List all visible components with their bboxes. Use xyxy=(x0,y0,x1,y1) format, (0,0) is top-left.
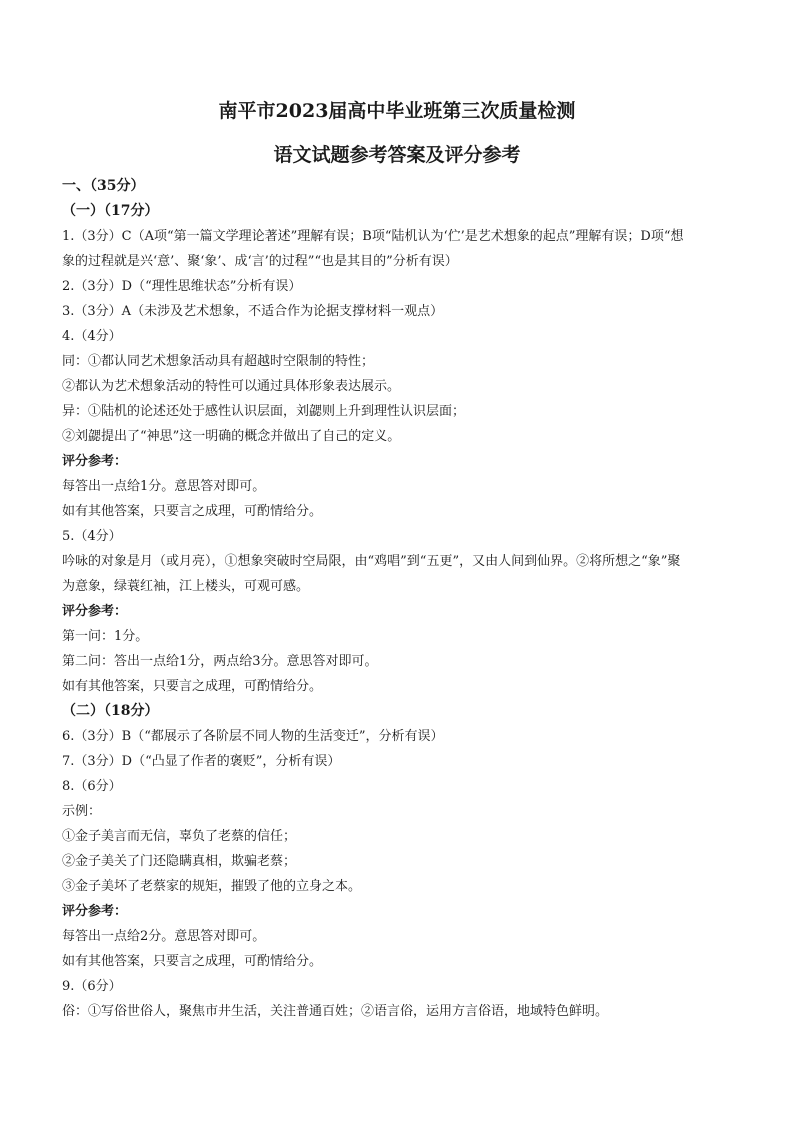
text-line: ①金子美言而无信，辜负了老蔡的信任； xyxy=(62,829,297,844)
text-line: ②金子美关了门还隐瞒真相，欺骗老蔡； xyxy=(62,854,297,869)
text-line: 8.（6分） xyxy=(62,779,122,794)
text-line: 2.（3分）D（“理性思维状态”分析有误） xyxy=(62,279,302,294)
text-line: 6.（3分）B（“都展示了各阶层不同人物的生活变迁”，分析有误） xyxy=(62,729,444,744)
scoring-heading: 评分参考： xyxy=(62,904,128,919)
scoring-heading: 评分参考： xyxy=(62,454,128,469)
section-heading: （一）（17分） xyxy=(62,203,159,219)
text-line: 1.（3分）C（A项“第一篇文学理论著述”理解有误；B项“陆机认为‘伫’是艺术想象的起点”理解有误；D项“想 xyxy=(62,229,684,244)
answer-body xyxy=(62,174,742,1024)
scoring-heading: 评分参考： xyxy=(62,604,128,619)
text-line: 象的过程就是兴‘意’、聚‘象’、成‘言’的过程”“也是其目的”分析有误） xyxy=(62,254,458,269)
text-line: 第一问：1分。 xyxy=(62,629,149,644)
text-line: 5.（4分） xyxy=(62,529,122,544)
text-line: 4.（4分） xyxy=(62,329,122,344)
text-line: 示例： xyxy=(62,804,102,819)
text-line: 同：①都认同艺术想象活动具有超越时空限制的特性； xyxy=(62,354,375,369)
section-heading: （二）（18分） xyxy=(62,703,159,719)
document-title: 南平市2023届高中毕业班第三次质量检测 xyxy=(218,100,576,122)
text-line: ③金子美坏了老蔡家的规矩，摧毁了他的立身之本。 xyxy=(62,879,362,894)
text-line: ②刘勰提出了“神思”这一明确的概念并做出了自己的定义。 xyxy=(62,429,401,444)
text-line: 如有其他答案，只要言之成理，可酌情给分。 xyxy=(62,504,323,519)
text-line: 9.（6分） xyxy=(62,979,122,994)
text-line: 3.（3分）A（未涉及艺术想象，不适合作为论据支撑材料一观点） xyxy=(62,304,444,319)
section-heading: 一、（35分） xyxy=(62,178,145,194)
text-line: 如有其他答案，只要言之成理，可酌情给分。 xyxy=(62,679,323,694)
text-line: 吟咏的对象是月（或月亮），①想象突破时空局限，由“鸡唱”到“五更”，又由人间到仙界。②将所想之“象”聚 xyxy=(62,554,681,569)
text-line: 7.（3分）D（“凸显了作者的褒贬”，分析有误） xyxy=(62,754,341,769)
text-line: 第二问：答出一点给1分，两点给3分。意思答对即可。 xyxy=(62,654,378,669)
text-line: 如有其他答案，只要言之成理，可酌情给分。 xyxy=(62,954,323,969)
text-line: 每答出一点给1分。意思答对即可。 xyxy=(62,479,266,494)
text-line: 每答出一点给2分。意思答对即可。 xyxy=(62,929,266,944)
document-subtitle: 语文试题参考答案及评分参考 xyxy=(273,144,521,166)
text-line: 为意象，绿蓑红袖，江上楼头，可观可感。 xyxy=(62,579,310,594)
text-line: 俗：①写俗世俗人，聚焦市井生活，关注普通百姓；②语言俗，运用方言俗语，地域特色鲜明。 xyxy=(62,1004,609,1019)
text-line: ②都认为艺术想象活动的特性可以通过具体形象表达展示。 xyxy=(62,379,401,394)
text-line: 异：①陆机的论述还处于感性认识层面，刘勰则上升到理性认识层面； xyxy=(62,404,466,419)
